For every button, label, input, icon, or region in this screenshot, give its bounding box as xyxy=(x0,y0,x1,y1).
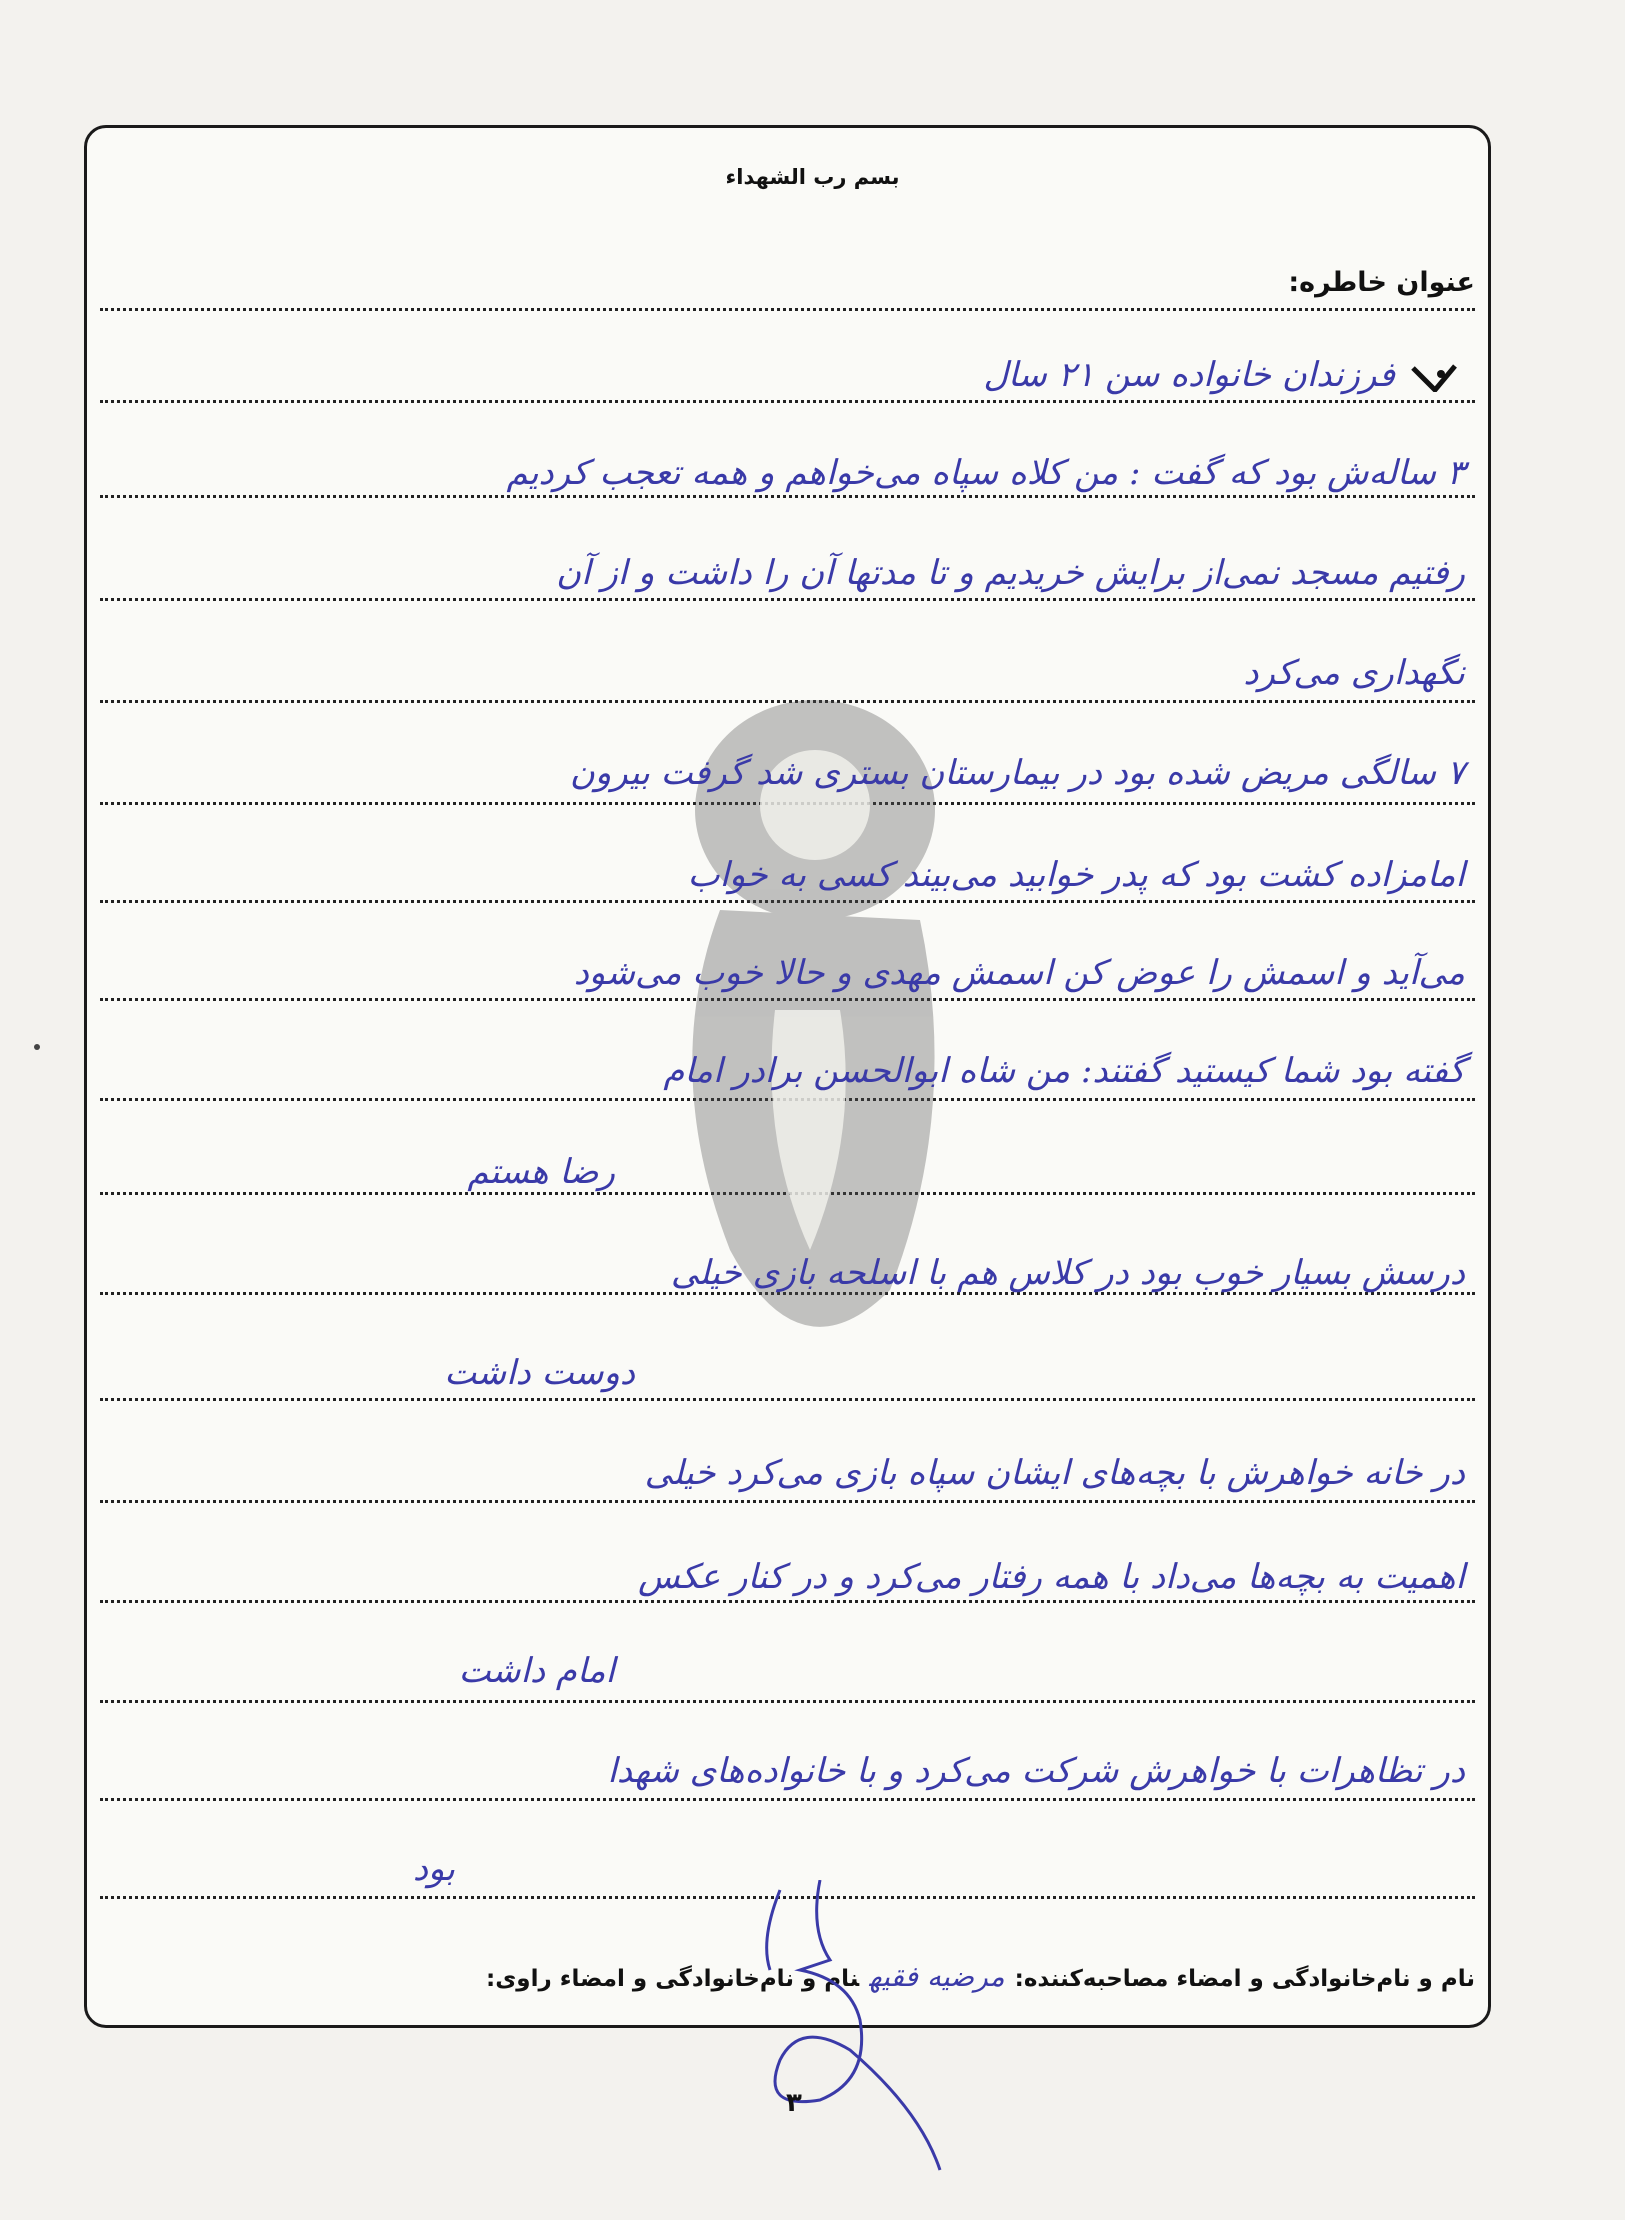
title-label: عنوان خاطره: xyxy=(1288,267,1475,298)
dotted-line xyxy=(100,495,1475,498)
handwritten-line: می‌آید و اسمش را عوض کن اسمش مهدی و حالا خوب می‌شود xyxy=(573,953,1465,993)
pen-mark-icon xyxy=(1411,362,1457,392)
handwritten-line: رضا هستم xyxy=(467,1152,615,1192)
form-header: بسم رب الشهداء xyxy=(725,165,900,189)
dotted-line xyxy=(100,1700,1475,1703)
handwritten-line: بود xyxy=(412,1849,455,1889)
handwritten-line: در خانه خواهرش با بچه‌های ایشان سپاه بازی می‌کرد خیلی xyxy=(644,1453,1465,1493)
dotted-line xyxy=(100,1600,1475,1603)
dotted-line xyxy=(100,308,1475,311)
dotted-line xyxy=(100,598,1475,601)
signature-row xyxy=(476,1960,1475,1993)
handwritten-line: دوست داشت xyxy=(444,1353,635,1393)
handwritten-line: نگهداری می‌کرد xyxy=(1243,653,1465,693)
handwritten-line: در تظاهرات با خواهرش شرکت می‌کرد و با خانواده‌های شهدا xyxy=(607,1751,1465,1791)
dotted-line xyxy=(100,1500,1475,1503)
handwritten-line: امام داشت xyxy=(458,1651,615,1691)
margin-dot xyxy=(34,1044,40,1050)
handwritten-line: رفتیم مسجد نمی‌از برایش خریدیم و تا مدتها آن را داشت و از آن xyxy=(556,553,1465,593)
dotted-line xyxy=(100,400,1475,403)
handwritten-title: فرزندان خانواده سن ۲۱ سال xyxy=(983,355,1395,395)
dotted-line xyxy=(100,1798,1475,1801)
interviewer-label: نام و نام‌خانوادگی و امضاء مصاحبه‌کننده: xyxy=(1014,1966,1475,1992)
handwritten-line: امامزاده کشت بود که پدر خوابید می‌بیند کسی به خواب xyxy=(687,855,1465,895)
handwritten-line: ۷ سالگی مریض شده بود در بیمارستان بستری شد گرفت بیرون xyxy=(569,753,1465,793)
handwritten-line: درسش بسیار خوب بود در کلاس هم با اسلحه بازی خیلی xyxy=(670,1253,1465,1293)
handwritten-line: اهمیت به بچه‌ها می‌داد با همه رفتار می‌کرد و در کنار عکس xyxy=(637,1557,1465,1597)
page-number: ۳ xyxy=(786,2088,802,2118)
narrator-label: نام و نام‌خانوادگی و امضاء راوی: xyxy=(486,1966,860,1992)
handwritten-line: گفته بود شما کیستید گفتند: من شاه ابوالحسن برادر امام xyxy=(663,1051,1465,1091)
interviewer-signature-name: مرضیه فقیه xyxy=(869,1960,1005,1993)
signature-icon xyxy=(700,1880,960,2180)
dotted-line xyxy=(100,1398,1475,1401)
handwritten-line: ۳ ساله‌ش بود که گفت : من کلاه سپاه می‌خواهم و همه تعجب کردیم xyxy=(506,453,1465,493)
